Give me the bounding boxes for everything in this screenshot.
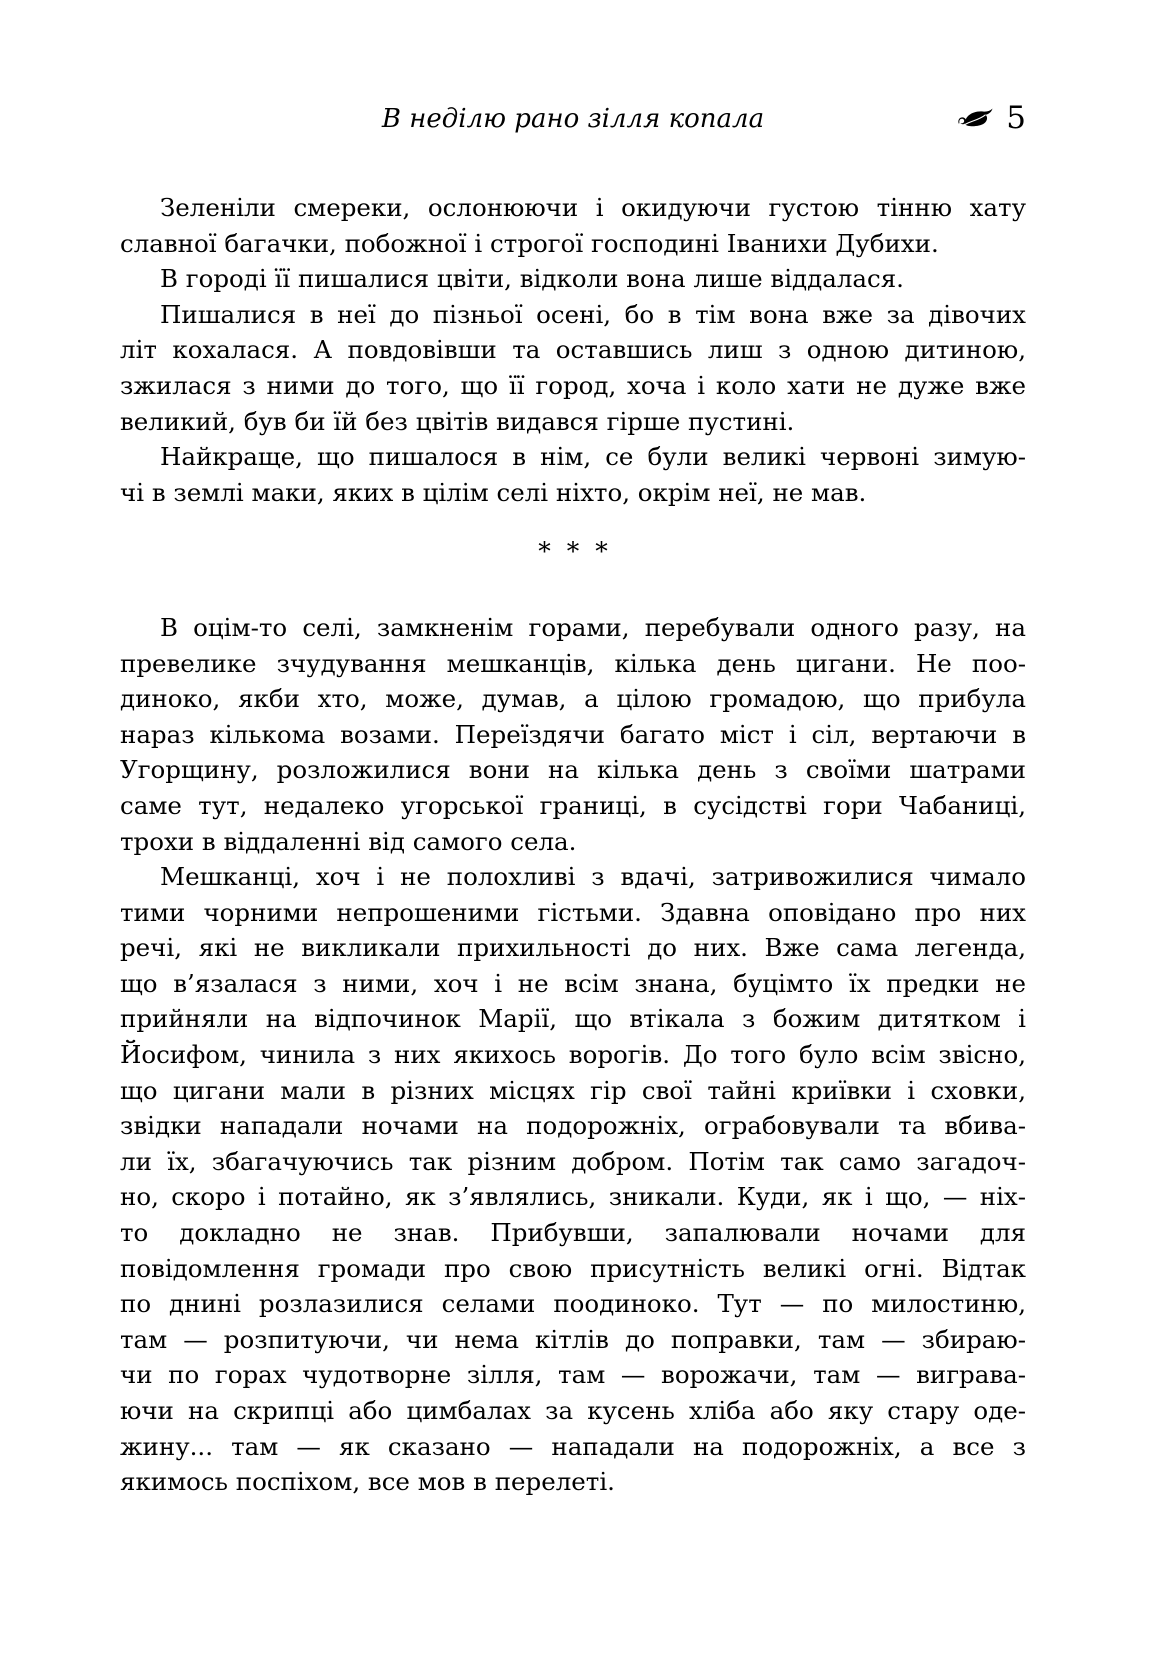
text-line: трохи в віддаленні від самого села. [120,826,577,856]
page-number: 5 [1006,100,1026,136]
text-line: що в’язалася з ними, хоч і не всім знана, буцімто їх предки не [120,968,1026,998]
text-line: прийняли на відпочинок Марії, що втікала з божим дитятком і [120,1004,1026,1034]
text-line: жину... там — як сказано — нападали на подорожніх, а все з [120,1431,1026,1461]
text-line: повідомлення громади про свою присутність великі огні. Відтак [120,1253,1026,1283]
text-line: ючи на скрипці або цимбалах за кусень хліба або яку стару оде- [120,1396,1026,1425]
fleuron-icon [956,106,996,130]
text-line: ли їх, збагачуючись так різним добром. Потім так само загадоч- [120,1146,1026,1176]
text-line: літ кохалася. А повдовівши та оставшись лиш з одною дитиною, [120,335,1026,365]
text-line: зжилася з ними до того, що її город, хоча і коло хати не дуже вже [120,370,1026,400]
paragraph [120,610,1026,859]
text-line: Найкраще, що пишалося в нім, се були великі червоні зимую- [160,442,1026,472]
text-line: що цигани мали в різних місцях гір свої тайні криївки і сховки, [120,1075,1026,1105]
text-line: славної багачки, побожної і строгої господині Іванихи Дубихи. [120,228,939,258]
text-line: речі, які не викликали прихильності до них. Вже сама легенда, [120,933,1026,963]
text-line: В городі її пишалися цвіти, відколи вона лише віддалася. [160,264,904,294]
paragraph [120,190,1026,261]
text-line: саме тут, недалеко угорської границі, в сусідстві гори Чабаниці, [120,790,1026,820]
text-line: то докладно не знав. Прибувши, запалювали ночами для [120,1218,1026,1248]
paragraph [120,297,1026,439]
text-line: чи по горах чудотворне зілля, там — ворожачи, там — виграва- [120,1360,1026,1390]
text-line: там — розпитуючи, чи нема кітлів до поправки, там — збираю- [120,1324,1026,1354]
running-head [120,102,1026,142]
text-line: звідки нападали ночами на подорожніх, ограбовували та вбива- [120,1111,1026,1141]
text-line: по днині розлазилися селами поодиноко. Тут — по милостиню, [120,1289,1026,1319]
text-line: Йосифом, чинила з них якихось ворогів. До того було всім звісно, [120,1040,1026,1070]
paragraph [120,261,1026,297]
text-line: чі в землі маки, яких в цілім селі ніхто, окрім неї, не мав. [120,477,867,507]
text-line: но, скоро і потайно, як з’являлись, зникали. Куди, як і що, — ніх- [120,1182,1026,1212]
page-title: В неділю рано зілля копала [381,104,765,134]
text-line: В оцім-то селі, замкненім горами, перебували одного разу, на [160,612,1026,642]
text-line: Мешканці, хоч і не полохливі з вдачі, затривожилися чимало [160,862,1026,892]
text-line: тими чорними непрошеними гістьми. Здавна оповідано про них [120,897,1026,927]
paragraph [120,439,1026,510]
text-line: нараз кількома возами. Переїздячи багато міст і сіл, вертаючи в [120,719,1026,749]
text-line: Пишалися в неї до пізньої осені, бо в тім вона вже за дівочих [160,299,1026,329]
text-body [120,190,1026,1500]
text-line: Зеленіли смереки, ослонюючи і окидуючи густою тінню хату [160,193,1026,222]
section-separator: * * * [538,537,608,567]
text-line: Угорщину, розложилися вони на кілька день з своїми шатрами [120,755,1026,785]
folio [956,98,1026,138]
text-line: якимось поспіхом, все мов в перелеті. [120,1467,615,1497]
text-line: диноко, якби хто, може, думав, а цілою громадою, що прибула [120,684,1026,714]
text-line: превелике зчудування мешканців, кілька день цигани. Не поо- [120,648,1026,678]
text-line: великий, був би їй без цвітів видався гірше пустині. [120,406,795,436]
paragraph [120,859,1026,1500]
